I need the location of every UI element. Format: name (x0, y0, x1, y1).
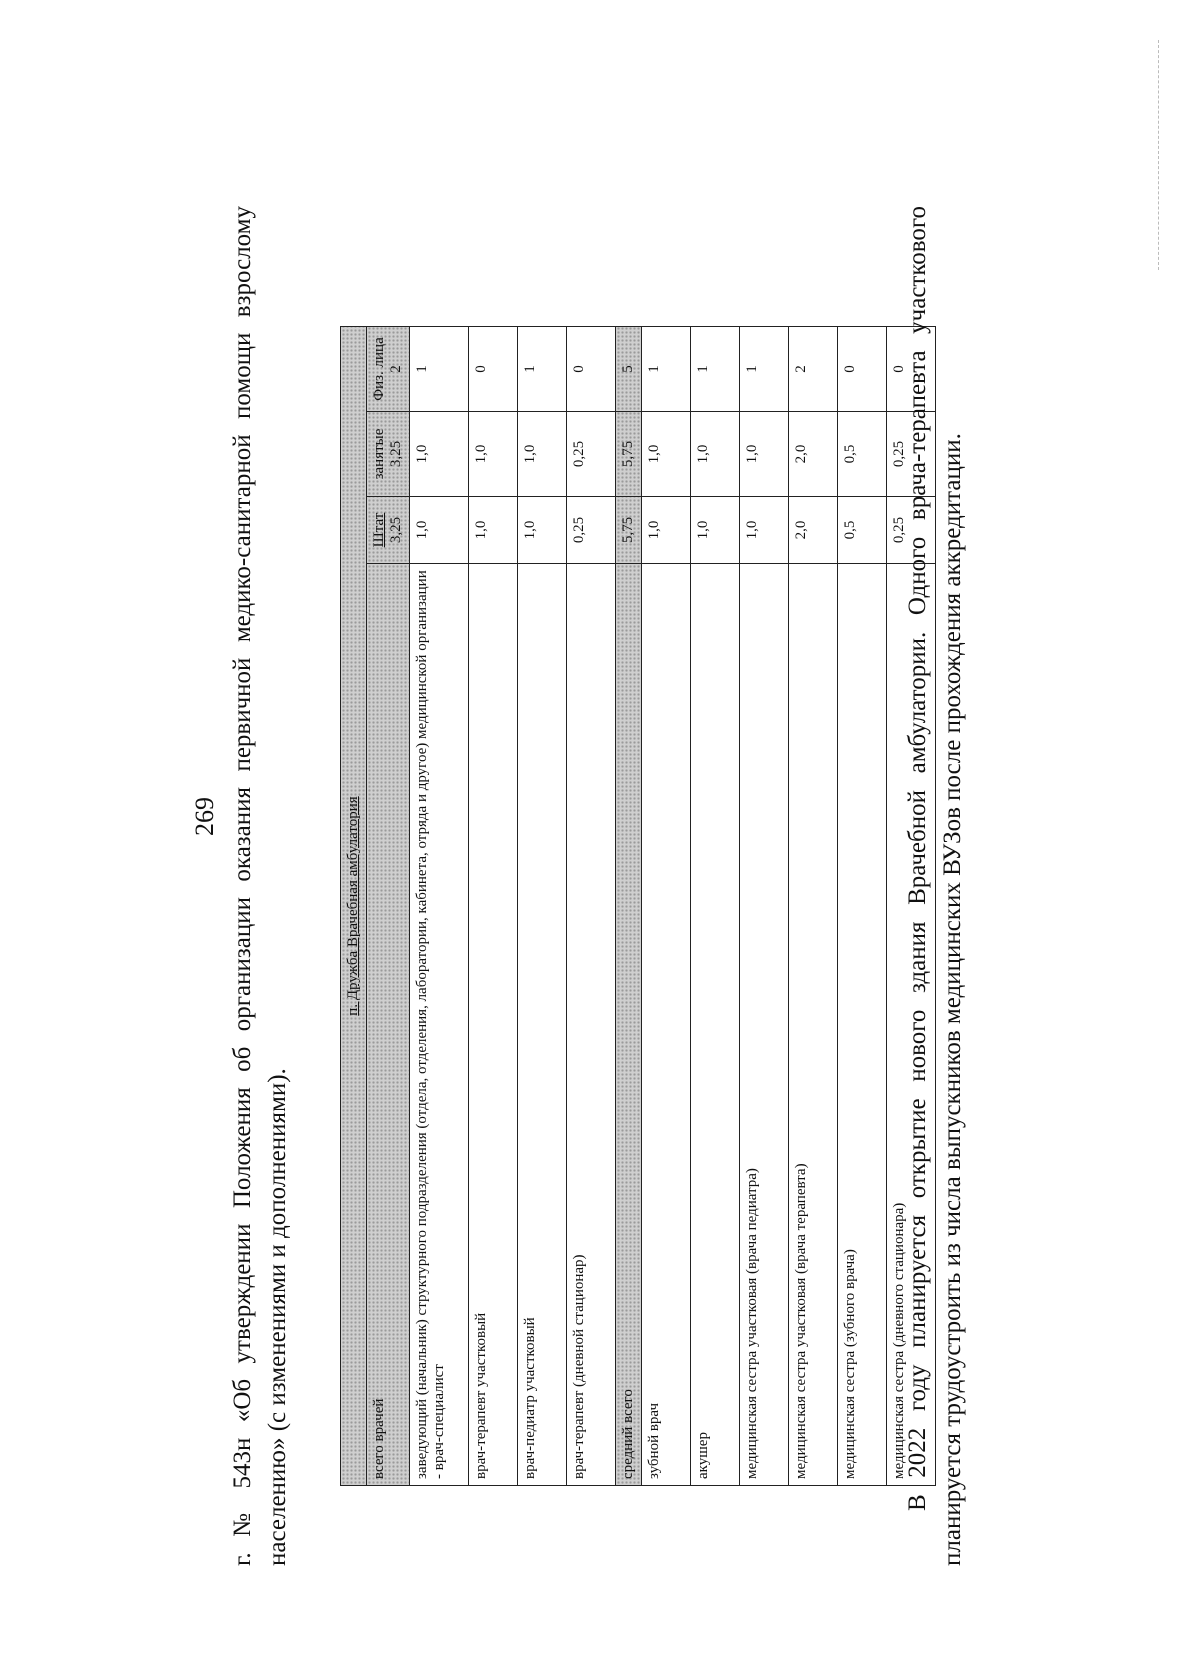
row-label: врач-терапевт участковый (469, 563, 518, 1485)
table-row (789, 326, 838, 1485)
cell-shtat: 0,5 (838, 496, 887, 563)
cell-fiz: 2 (789, 326, 838, 411)
column-header-fiz (367, 326, 410, 411)
column-header-fiz-label: Физ. лица (371, 336, 387, 401)
row-label: врач-терапевт (дневной стационар) (567, 563, 616, 1485)
intro-paragraph: г. № 543н «Об утверждении Положения об организации оказания первичной медико-санитарной помощи взрослому населению» (с изменениями и дополнениями). (229, 205, 291, 1566)
table-row (616, 326, 642, 1485)
column-header-zanyatye-label: занятые (371, 428, 387, 479)
table-row (410, 326, 469, 1485)
cell-zanyatye: 5,75 (616, 411, 642, 496)
table-row (838, 326, 887, 1485)
rotated-page (100, 86, 1100, 1586)
row-label: медицинская сестра (дневного стационара) (887, 563, 936, 1485)
cell-fiz: 1 (518, 326, 567, 411)
cell-fiz: 0 (469, 326, 518, 411)
cell-shtat: 1,0 (691, 496, 740, 563)
cell-zanyatye: 1,0 (518, 411, 567, 496)
row-label: медицинская сестра участковая (врача терапевта) (789, 563, 838, 1485)
cell-fiz: 5 (616, 326, 642, 411)
column-header-shtat (367, 496, 410, 563)
cell-zanyatye: 3,25 (388, 440, 404, 467)
scan-edge-mark (1158, 40, 1160, 270)
cell-fiz: 1 (410, 326, 469, 411)
cell-shtat: 1,0 (642, 496, 691, 563)
row-label: медицинская сестра (зубного врача) (838, 563, 887, 1485)
table-row (642, 326, 691, 1485)
table-row (567, 326, 616, 1485)
cell-zanyatye: 1,0 (691, 411, 740, 496)
cell-fiz: 1 (642, 326, 691, 411)
cell-zanyatye: 2,0 (789, 411, 838, 496)
cell-shtat: 1,0 (410, 496, 469, 563)
table-title: п. Дружба Врачебная амбулатория (341, 326, 367, 1485)
row-label: медицинская сестра участковая (врача педиатра) (740, 563, 789, 1485)
cell-shtat: 0,25 (887, 496, 936, 563)
closing-paragraph: В 2022 году планируется открытие нового здания Врачебной амбулатории. Одного врача-терапевта участкового планируется трудоустроить из числа выпускников медицинских ВУЗов после прохождения аккредитации. (904, 205, 966, 1566)
table-row (518, 326, 567, 1485)
table-row (367, 326, 410, 1485)
row-label: заведующий (начальник) структурного подразделения (отдела, отделения, лаборатории, кабинета, отряда и другое) медицинской организации - врач-специалист (410, 563, 469, 1485)
cell-zanyatye: 0,25 (567, 411, 616, 496)
cell-fiz: 2 (388, 364, 404, 373)
cell-zanyatye: 1,0 (469, 411, 518, 496)
cell-zanyatye: 1,0 (740, 411, 789, 496)
table-title-row (341, 326, 367, 1485)
row-label: врач-педиатр участковый (518, 563, 567, 1485)
row-label: зубной врач (642, 563, 691, 1485)
cell-shtat: 1,0 (740, 496, 789, 563)
cell-fiz: 1 (691, 326, 740, 411)
cell-shtat: 1,0 (518, 496, 567, 563)
cell-fiz: 0 (838, 326, 887, 411)
cell-shtat: 0,25 (567, 496, 616, 563)
table-row (740, 326, 789, 1485)
table-row (691, 326, 740, 1485)
cell-zanyatye: 0,5 (838, 411, 887, 496)
row-label: акушер (691, 563, 740, 1485)
cell-shtat: 5,75 (616, 496, 642, 563)
cell-fiz: 0 (887, 326, 936, 411)
column-header-zanyatye (367, 411, 410, 496)
column-header-shtat-label: Штат (371, 512, 387, 547)
cell-shtat: 1,0 (469, 496, 518, 563)
table-row (469, 326, 518, 1485)
cell-fiz: 0 (567, 326, 616, 411)
staff-table (340, 326, 936, 1486)
row-label: средний всего (616, 563, 642, 1485)
cell-zanyatye: 1,0 (410, 411, 469, 496)
row-label: всего врачей (367, 563, 410, 1485)
page-number: 269 (190, 796, 219, 836)
cell-zanyatye: 1,0 (642, 411, 691, 496)
cell-shtat: 3,25 (388, 516, 404, 543)
cell-shtat: 2,0 (789, 496, 838, 563)
cell-fiz: 1 (740, 326, 789, 411)
cell-zanyatye: 0,25 (887, 411, 936, 496)
